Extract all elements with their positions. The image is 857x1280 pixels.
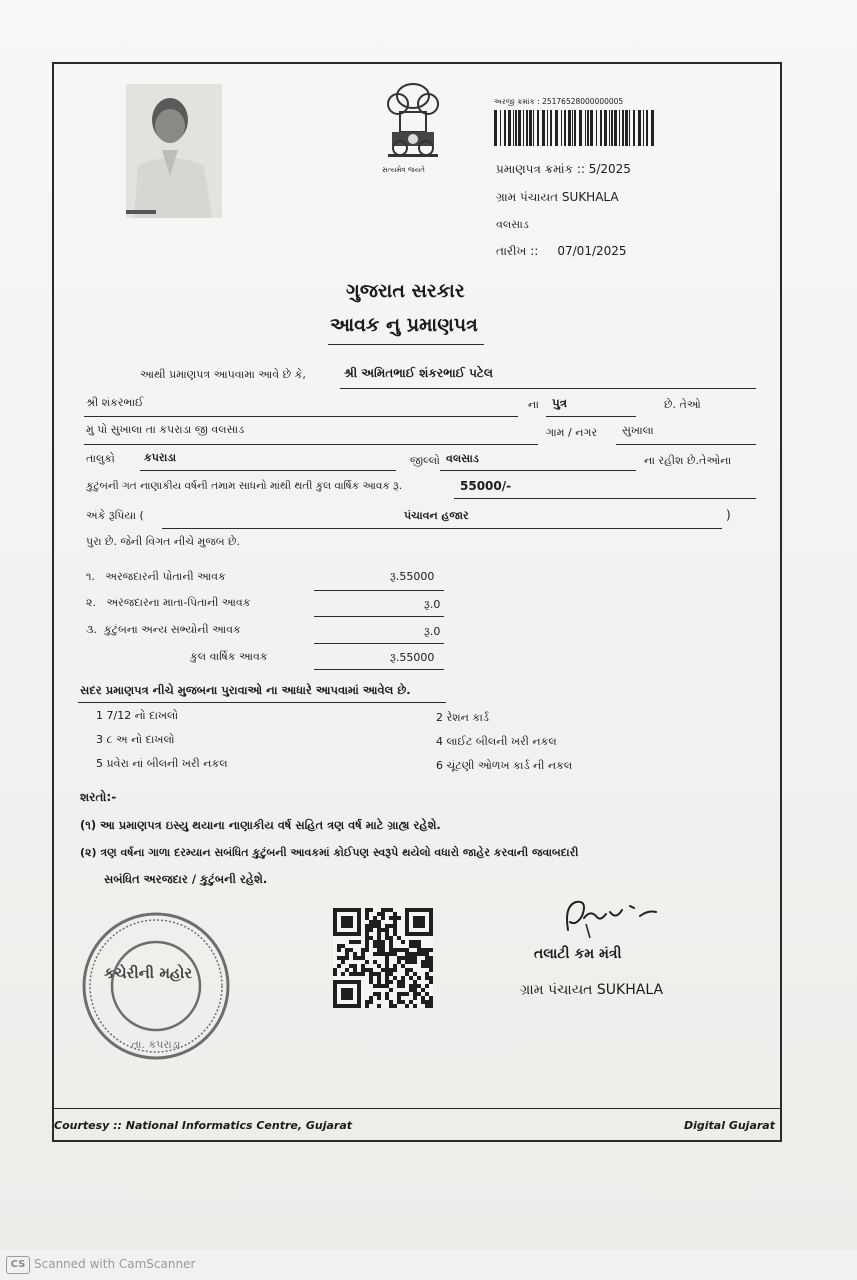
income-row-amount: રૂ.55000 [390,570,435,583]
row-divider [314,590,444,591]
name-underline [340,388,756,389]
income-row-amount: રૂ.0 [424,625,441,638]
jillo-value: વલસાડ [446,452,479,465]
income-underline [454,498,756,499]
father-name: શ્રી શંકરભાઈ [86,396,144,409]
father-underline [84,416,518,417]
income-row-amount: રૂ.0 [424,598,441,611]
footer-rule [52,1108,782,1109]
taluka-value: કપરાડા [144,451,177,464]
state-emblem-icon [378,82,448,170]
jillo-label: જીલ્લો [410,454,440,467]
income-sentence: કુટુંબની ગત નાણાકીય વર્ષની તમામ સાધનો માંથી થતી કુલ વાર્ષિક આવક રૂ. [86,480,403,492]
na-label: ના [528,398,539,411]
government-title: ગુજરાત સરકાર [346,280,465,302]
evidence-item: 2 રેશન કાર્ડ [436,711,489,724]
relation: પુત્ર [552,396,568,410]
signatory-office: ગ્રામ પંચાયત SUKHALA [520,982,664,998]
gam-nagar-label: ગામ / નગર [546,426,598,439]
seal-bottom-text: તા. કપરાડા [131,1038,181,1051]
barcode [494,110,654,146]
address: મુ પો સુખાલા તા કપરાડા જી વલસાડ [86,423,245,436]
gam-nagar-value: સુખાલા [622,424,654,437]
relation-underline [546,416,636,417]
income-row-label: ૧. અરજદારની પોતાની આવક [86,570,226,583]
office-seal [80,910,232,1062]
signature [560,896,670,942]
gram-panchayat: ગ્રામ પંચાયત SUKHALA [496,190,619,204]
application-number: અરજી ક્રમાંક : 25176528000000005 [494,97,624,106]
taluka-label: તાલુકો [86,452,115,465]
condition-1: (૧) આ પ્રમાણપત્ર ઇસ્યુ થયાના નાણાકીય વર્ષ સહિત ત્રણ વર્ષ માટે ગ્રાહ્ય રહેશે. [80,818,441,832]
jillo-underline [440,470,636,471]
address-underline [84,444,538,445]
evidence-item: 5 પ્રવેરા નાં બીલની ખરી નકલ [96,757,228,770]
words-suffix: ) [726,508,731,522]
camscanner-text: Scanned with CamScanner [34,1257,196,1271]
total-income-amount: 55000/- [460,479,512,493]
camscanner-logo-icon: CS [6,1256,30,1274]
income-row-label: ૨. અરજદારના માતા-પિતાની આવક [86,596,251,609]
words-underline [162,528,722,529]
applicant-name: શ્રી અમિતભાઈ શંકરભાઈ પટેલ [344,366,493,380]
row-divider [314,616,444,617]
footer-digital-gujarat: Digital Gujarat [684,1119,775,1132]
signatory-title: તલાટી કમ મંત્રી [534,946,622,962]
income-in-words: પંચાવન હજાર [404,509,469,522]
conditions-heading: શરતો:- [80,790,117,804]
issuing-district: વલસાડ [496,218,529,231]
income-row-label: ૩. કુટુંબના અન્ય સભ્યોની આવક [86,623,241,636]
resident-text: ના રહીશ છે.તેઓના [644,454,732,467]
evidence-item: 6 ચૂંટણી ઓળખ કાર્ડ ની નકલ [436,759,573,772]
seal-center-text: કચેરીની મહોર [104,964,193,982]
evidence-item: 4 લાઈટ બીલની ખરી નકલ [436,735,557,748]
words-prefix: અંકે રૂપિયા ( [86,509,144,522]
evidence-item: 1 7/12 નો દાખલો [96,709,179,722]
total-row-amount: રૂ.55000 [390,651,435,664]
footer-courtesy: Courtesy :: National Informatics Centre, Gujarat [54,1119,353,1132]
condition-2-continued: સબંધિત અરજદાર / કુટુંબની રહેશે. [104,872,268,886]
row-divider [314,643,444,644]
total-row-label: કુલ વાર્ષિક આવક [190,650,268,663]
evidence-heading: સદર પ્રમાણપત્ર નીચે મુજબના પુરાવાઓ ના આધારે આપવામાં આવેલ છે. [80,683,411,697]
taluka-underline [140,470,396,471]
certificate-number: પ્રમાણપત્ર ક્રમાંક :: 5/2025 [496,162,631,176]
emblem-caption: સત્યમેવ જયતે [382,166,425,174]
che-teo-label: છે. તેઓ [664,398,701,411]
applicant-photo [126,84,222,218]
qr-code [333,906,433,1010]
certificate-title: આવક નુ પ્રમાણપત્ર [330,314,478,336]
certify-prefix: આથી પ્રમાણપત્ર આપવામા આવે છે કે, [140,368,306,381]
condition-2: (૨) ત્રણ વર્ષના ગાળા દરમ્યાન સબંધિત કુટુંબની આવકમાં કોઈપણ સ્વરૂપે થયેલો વધારો જાહેર કરવાની જવાબદારી [80,846,579,859]
row-divider [314,669,444,670]
issue-date: તારીખ :: 07/01/2025 [496,244,627,258]
evidence-underline [78,702,446,703]
title-underline [328,344,484,345]
gam-underline [616,444,756,445]
evidence-item: 3 ૮ અ નો દાખલો [96,733,175,746]
details-line: પુરા છે. જેની વિગત નીચે મુજબ છે. [86,535,241,548]
